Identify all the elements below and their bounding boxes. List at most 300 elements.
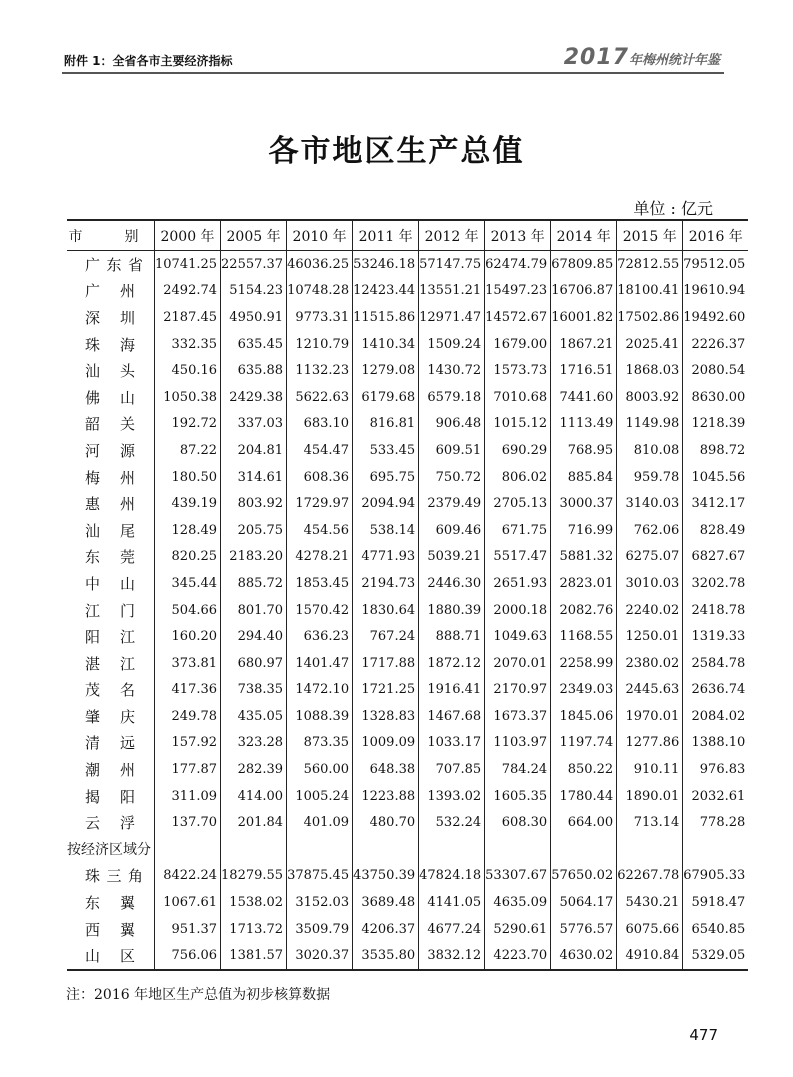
table-cell: 1393.02 (419, 783, 485, 810)
table-cell: 373.81 (155, 650, 221, 677)
table-cell: 417.36 (155, 677, 221, 704)
row-label-text: 韶关 (85, 415, 135, 434)
table-cell: 2258.99 (551, 650, 617, 677)
section-label: 按经济区域分 (67, 842, 151, 859)
table-cell: 6275.07 (617, 544, 683, 571)
column-header-city: 市 别 (67, 220, 155, 251)
table-cell: 5517.47 (485, 544, 551, 571)
table-cell: 3832.12 (419, 942, 485, 970)
table-cell: 1830.64 (353, 597, 419, 624)
table-cell: 10748.28 (287, 278, 353, 305)
table-cell: 2082.76 (551, 597, 617, 624)
table-cell: 3010.03 (617, 570, 683, 597)
table-cell: 1049.63 (485, 623, 551, 650)
table-cell: 767.24 (353, 623, 419, 650)
table-cell: 4910.84 (617, 942, 683, 970)
table-cell: 17502.86 (617, 304, 683, 331)
gdp-table (67, 219, 748, 971)
row-label-text: 河源 (85, 441, 135, 460)
empty-cell (485, 836, 551, 863)
table-cell: 62474.79 (485, 251, 551, 278)
row-label (67, 623, 155, 650)
table-cell: 192.72 (155, 411, 221, 438)
table-cell: 5776.57 (551, 916, 617, 943)
table-cell: 72812.55 (617, 251, 683, 278)
table-cell: 3689.48 (353, 889, 419, 916)
table-cell: 713.14 (617, 809, 683, 836)
table-cell: 1388.10 (683, 730, 749, 757)
table-cell: 3020.37 (287, 942, 353, 970)
table-cell: 695.75 (353, 464, 419, 491)
table-cell: 1729.97 (287, 490, 353, 517)
table-cell: 204.81 (221, 437, 287, 464)
table-cell: 2445.63 (617, 677, 683, 704)
table-cell: 2226.37 (683, 331, 749, 358)
empty-cell (221, 836, 287, 863)
row-label-text: 汕头 (85, 362, 135, 381)
table-row (67, 916, 748, 943)
table-cell: 14572.67 (485, 304, 551, 331)
table-cell: 1067.61 (155, 889, 221, 916)
table-cell: 67905.33 (683, 863, 749, 890)
table-cell: 910.11 (617, 756, 683, 783)
table-cell: 762.06 (617, 517, 683, 544)
table-row (67, 756, 748, 783)
table-cell: 57147.75 (419, 251, 485, 278)
row-label-text: 东莞 (85, 548, 135, 567)
empty-cell (287, 836, 353, 863)
table-cell: 157.92 (155, 730, 221, 757)
table-cell: 680.97 (221, 650, 287, 677)
column-header-year: 2011 年 (353, 220, 419, 251)
row-label (67, 384, 155, 411)
table-cell: 1872.12 (419, 650, 485, 677)
table-cell: 201.84 (221, 809, 287, 836)
row-label-text: 佛山 (85, 388, 135, 407)
empty-cell (551, 836, 617, 863)
table-cell: 1721.25 (353, 677, 419, 704)
table-cell: 1853.45 (287, 570, 353, 597)
table-cell: 9773.31 (287, 304, 353, 331)
table-cell: 249.78 (155, 703, 221, 730)
table-cell: 2000.18 (485, 597, 551, 624)
table-cell: 6075.66 (617, 916, 683, 943)
table-cell: 820.25 (155, 544, 221, 571)
table-cell: 2584.78 (683, 650, 749, 677)
table-cell: 37875.45 (287, 863, 353, 890)
table-cell: 1218.39 (683, 411, 749, 438)
table-cell: 454.56 (287, 517, 353, 544)
section-row (67, 836, 748, 863)
table-cell: 768.95 (551, 437, 617, 464)
table-cell: 3202.78 (683, 570, 749, 597)
table-cell: 885.84 (551, 464, 617, 491)
header-year: 2017 (563, 45, 629, 70)
table-cell: 18279.55 (221, 863, 287, 890)
table-cell: 15497.23 (485, 278, 551, 305)
table-cell: 5329.05 (683, 942, 749, 970)
table-cell: 1033.17 (419, 730, 485, 757)
table-cell: 803.92 (221, 490, 287, 517)
table-cell: 850.22 (551, 756, 617, 783)
table-cell: 6179.68 (353, 384, 419, 411)
footnote: 注：2016 年地区生产总值为初步核算数据 (66, 987, 331, 1003)
table-cell: 816.81 (353, 411, 419, 438)
row-label (67, 863, 155, 890)
table-cell: 1970.01 (617, 703, 683, 730)
row-label (67, 756, 155, 783)
table-cell: 504.66 (155, 597, 221, 624)
table-cell: 1867.21 (551, 331, 617, 358)
table-cell: 873.35 (287, 730, 353, 757)
table-row (67, 889, 748, 916)
table-cell: 13551.21 (419, 278, 485, 305)
table-cell: 2418.78 (683, 597, 749, 624)
table-cell: 480.70 (353, 809, 419, 836)
table-cell: 5622.63 (287, 384, 353, 411)
table-cell: 62267.78 (617, 863, 683, 890)
table-cell: 778.28 (683, 809, 749, 836)
table-cell: 1197.74 (551, 730, 617, 757)
table-cell: 7441.60 (551, 384, 617, 411)
table-row (67, 331, 748, 358)
table-cell: 2240.02 (617, 597, 683, 624)
row-label (67, 490, 155, 517)
table-cell: 2492.74 (155, 278, 221, 305)
column-header-year: 2005 年 (221, 220, 287, 251)
table-cell: 707.85 (419, 756, 485, 783)
table-cell: 664.00 (551, 809, 617, 836)
table-cell: 885.72 (221, 570, 287, 597)
table-cell: 8003.92 (617, 384, 683, 411)
table-header-row (67, 220, 748, 251)
table-cell: 1319.33 (683, 623, 749, 650)
row-label-text: 梅州 (85, 468, 135, 487)
table-cell: 609.51 (419, 437, 485, 464)
row-label-text: 东翼 (85, 894, 135, 913)
table-cell: 4635.09 (485, 889, 551, 916)
table-cell: 5064.17 (551, 889, 617, 916)
table-cell: 2349.03 (551, 677, 617, 704)
row-label-text: 汕尾 (85, 521, 135, 540)
table-cell: 1381.57 (221, 942, 287, 970)
table-cell: 1009.09 (353, 730, 419, 757)
table-cell: 2194.73 (353, 570, 419, 597)
table-cell: 1467.68 (419, 703, 485, 730)
header-yearbook-text: 年梅州统计年鉴 (628, 53, 720, 68)
row-label-text: 中山 (85, 574, 135, 593)
table-cell: 738.35 (221, 677, 287, 704)
table-row (67, 304, 748, 331)
row-label-text: 潮州 (85, 761, 135, 780)
table-cell: 8422.24 (155, 863, 221, 890)
empty-cell (617, 836, 683, 863)
row-label (67, 464, 155, 491)
table-row (67, 863, 748, 890)
row-label-text: 清远 (85, 734, 135, 753)
table-row (67, 570, 748, 597)
table-row (67, 384, 748, 411)
table-cell: 1780.44 (551, 783, 617, 810)
table-cell: 2380.02 (617, 650, 683, 677)
table-cell: 10741.25 (155, 251, 221, 278)
table-cell: 828.49 (683, 517, 749, 544)
table-row (67, 464, 748, 491)
table-cell: 1005.24 (287, 783, 353, 810)
table-cell: 4950.91 (221, 304, 287, 331)
table-cell: 450.16 (155, 357, 221, 384)
table-cell: 1168.55 (551, 623, 617, 650)
table-cell: 976.83 (683, 756, 749, 783)
table-cell: 323.28 (221, 730, 287, 757)
row-label-text: 茂名 (85, 681, 135, 700)
table-cell: 1605.35 (485, 783, 551, 810)
table-cell: 1250.01 (617, 623, 683, 650)
table-cell: 2651.93 (485, 570, 551, 597)
table-cell: 608.36 (287, 464, 353, 491)
table-cell: 888.71 (419, 623, 485, 650)
column-header-year: 2013 年 (485, 220, 551, 251)
table-cell: 401.09 (287, 809, 353, 836)
table-row (67, 517, 748, 544)
table-cell: 1328.83 (353, 703, 419, 730)
table-cell: 2084.02 (683, 703, 749, 730)
table-cell: 2183.20 (221, 544, 287, 571)
row-label-text: 阳江 (85, 628, 135, 647)
table-body (67, 251, 748, 971)
empty-cell (353, 836, 419, 863)
table-cell: 180.50 (155, 464, 221, 491)
table-cell: 22557.37 (221, 251, 287, 278)
table-cell: 951.37 (155, 916, 221, 943)
table-cell: 1103.97 (485, 730, 551, 757)
table-cell: 12971.47 (419, 304, 485, 331)
table-cell: 5039.21 (419, 544, 485, 571)
table-cell: 1223.88 (353, 783, 419, 810)
row-label-text: 珠三角 (85, 867, 143, 886)
table-cell: 2094.94 (353, 490, 419, 517)
table-cell: 636.23 (287, 623, 353, 650)
row-label (67, 889, 155, 916)
row-label (67, 703, 155, 730)
table-cell: 2025.41 (617, 331, 683, 358)
table-cell: 635.88 (221, 357, 287, 384)
table-cell: 1401.47 (287, 650, 353, 677)
table-cell: 311.09 (155, 783, 221, 810)
table-cell: 2446.30 (419, 570, 485, 597)
table-cell: 5881.32 (551, 544, 617, 571)
table-cell: 2636.74 (683, 677, 749, 704)
row-label-text: 江门 (85, 601, 135, 620)
table-cell: 3535.80 (353, 942, 419, 970)
table-cell: 690.29 (485, 437, 551, 464)
table-cell: 1916.41 (419, 677, 485, 704)
table-cell: 79512.05 (683, 251, 749, 278)
table-cell: 12423.44 (353, 278, 419, 305)
table-row (67, 703, 748, 730)
row-label (67, 517, 155, 544)
empty-cell (155, 836, 221, 863)
row-label-text: 西翼 (85, 920, 135, 939)
row-label-text: 广州 (85, 282, 135, 301)
table-cell: 1880.39 (419, 597, 485, 624)
table-cell: 648.38 (353, 756, 419, 783)
table-cell: 4771.93 (353, 544, 419, 571)
table-cell: 1673.37 (485, 703, 551, 730)
column-header-year: 2000 年 (155, 220, 221, 251)
empty-cell (683, 836, 749, 863)
table-cell: 345.44 (155, 570, 221, 597)
row-label-text: 广东省 (85, 255, 143, 274)
table-cell: 46036.25 (287, 251, 353, 278)
table-cell: 414.00 (221, 783, 287, 810)
table-cell: 4141.05 (419, 889, 485, 916)
table-cell: 2170.97 (485, 677, 551, 704)
table-cell: 2080.54 (683, 357, 749, 384)
table-cell: 5154.23 (221, 278, 287, 305)
table-row (67, 437, 748, 464)
row-label (67, 304, 155, 331)
table-row (67, 650, 748, 677)
row-label (67, 783, 155, 810)
table-cell: 1279.08 (353, 357, 419, 384)
table-row (67, 597, 748, 624)
table-cell: 756.06 (155, 942, 221, 970)
table-cell: 4630.02 (551, 942, 617, 970)
table-cell: 6579.18 (419, 384, 485, 411)
row-label-text: 深圳 (85, 308, 135, 327)
table-cell: 750.72 (419, 464, 485, 491)
table-cell: 16001.82 (551, 304, 617, 331)
table-cell: 16706.87 (551, 278, 617, 305)
table-row (67, 783, 748, 810)
table-cell: 1045.56 (683, 464, 749, 491)
header-yearbook-title (564, 45, 720, 70)
table-cell: 2032.61 (683, 783, 749, 810)
table-cell: 1890.01 (617, 783, 683, 810)
table-cell: 1679.00 (485, 331, 551, 358)
table-cell: 2070.01 (485, 650, 551, 677)
table-cell: 47824.18 (419, 863, 485, 890)
table-cell: 67809.85 (551, 251, 617, 278)
table-cell: 18100.41 (617, 278, 683, 305)
table-cell: 1868.03 (617, 357, 683, 384)
row-label (67, 570, 155, 597)
table-cell: 784.24 (485, 756, 551, 783)
table-cell: 1410.34 (353, 331, 419, 358)
table-cell: 1050.38 (155, 384, 221, 411)
table-cell: 3509.79 (287, 916, 353, 943)
table-cell: 294.40 (221, 623, 287, 650)
column-header-year: 2010 年 (287, 220, 353, 251)
table-cell: 1132.23 (287, 357, 353, 384)
table-cell: 608.30 (485, 809, 551, 836)
table-cell: 53307.67 (485, 863, 551, 890)
table-cell: 1113.49 (551, 411, 617, 438)
table-cell: 4677.24 (419, 916, 485, 943)
table-cell: 1015.12 (485, 411, 551, 438)
row-label-text: 湛江 (85, 654, 135, 673)
table-cell: 716.99 (551, 517, 617, 544)
row-label (67, 597, 155, 624)
table-row (67, 278, 748, 305)
table-cell: 43750.39 (353, 863, 419, 890)
table-cell: 137.70 (155, 809, 221, 836)
row-label-text: 揭阳 (85, 787, 135, 806)
table-cell: 53246.18 (353, 251, 419, 278)
table-cell: 683.10 (287, 411, 353, 438)
table-cell: 959.78 (617, 464, 683, 491)
table-cell: 533.45 (353, 437, 419, 464)
table-cell: 4206.37 (353, 916, 419, 943)
table-cell: 5290.61 (485, 916, 551, 943)
table-cell: 609.46 (419, 517, 485, 544)
table-cell: 1149.98 (617, 411, 683, 438)
table-cell: 906.48 (419, 411, 485, 438)
page-number: 477 (689, 1026, 718, 1044)
row-label (67, 331, 155, 358)
header-annex-label: 附件 1：全省各市主要经济指标 (64, 54, 233, 68)
row-label (67, 916, 155, 943)
table-cell: 532.24 (419, 809, 485, 836)
running-header (62, 44, 724, 74)
table-cell: 1430.72 (419, 357, 485, 384)
table-cell: 177.87 (155, 756, 221, 783)
row-label (67, 730, 155, 757)
table-cell: 1277.86 (617, 730, 683, 757)
table-cell: 435.05 (221, 703, 287, 730)
row-label (67, 251, 155, 278)
table-row (67, 490, 748, 517)
table-cell: 560.00 (287, 756, 353, 783)
table-row (67, 809, 748, 836)
table-cell: 7010.68 (485, 384, 551, 411)
table-row (67, 730, 748, 757)
row-label (67, 411, 155, 438)
table-row (67, 411, 748, 438)
table-cell: 635.45 (221, 331, 287, 358)
table-cell: 1573.73 (485, 357, 551, 384)
row-label (67, 942, 155, 970)
table-row (67, 623, 748, 650)
table-cell: 332.35 (155, 331, 221, 358)
table-cell: 538.14 (353, 517, 419, 544)
table-row (67, 251, 748, 278)
table-row (67, 677, 748, 704)
table-cell: 87.22 (155, 437, 221, 464)
column-header-year: 2014 年 (551, 220, 617, 251)
table-cell: 5918.47 (683, 889, 749, 916)
table-cell: 205.75 (221, 517, 287, 544)
table-cell: 439.19 (155, 490, 221, 517)
column-header-year: 2016 年 (683, 220, 749, 251)
table-cell: 2429.38 (221, 384, 287, 411)
table-cell: 2823.01 (551, 570, 617, 597)
table-cell: 19492.60 (683, 304, 749, 331)
table-row (67, 357, 748, 384)
table-cell: 806.02 (485, 464, 551, 491)
row-label-text: 惠州 (85, 495, 135, 514)
table-cell: 1717.88 (353, 650, 419, 677)
table-cell: 1716.51 (551, 357, 617, 384)
table-cell: 1472.10 (287, 677, 353, 704)
row-label (67, 650, 155, 677)
table-cell: 1538.02 (221, 889, 287, 916)
table-cell: 282.39 (221, 756, 287, 783)
table-cell: 1509.24 (419, 331, 485, 358)
row-label-text: 珠海 (85, 335, 135, 354)
table-cell: 3412.17 (683, 490, 749, 517)
